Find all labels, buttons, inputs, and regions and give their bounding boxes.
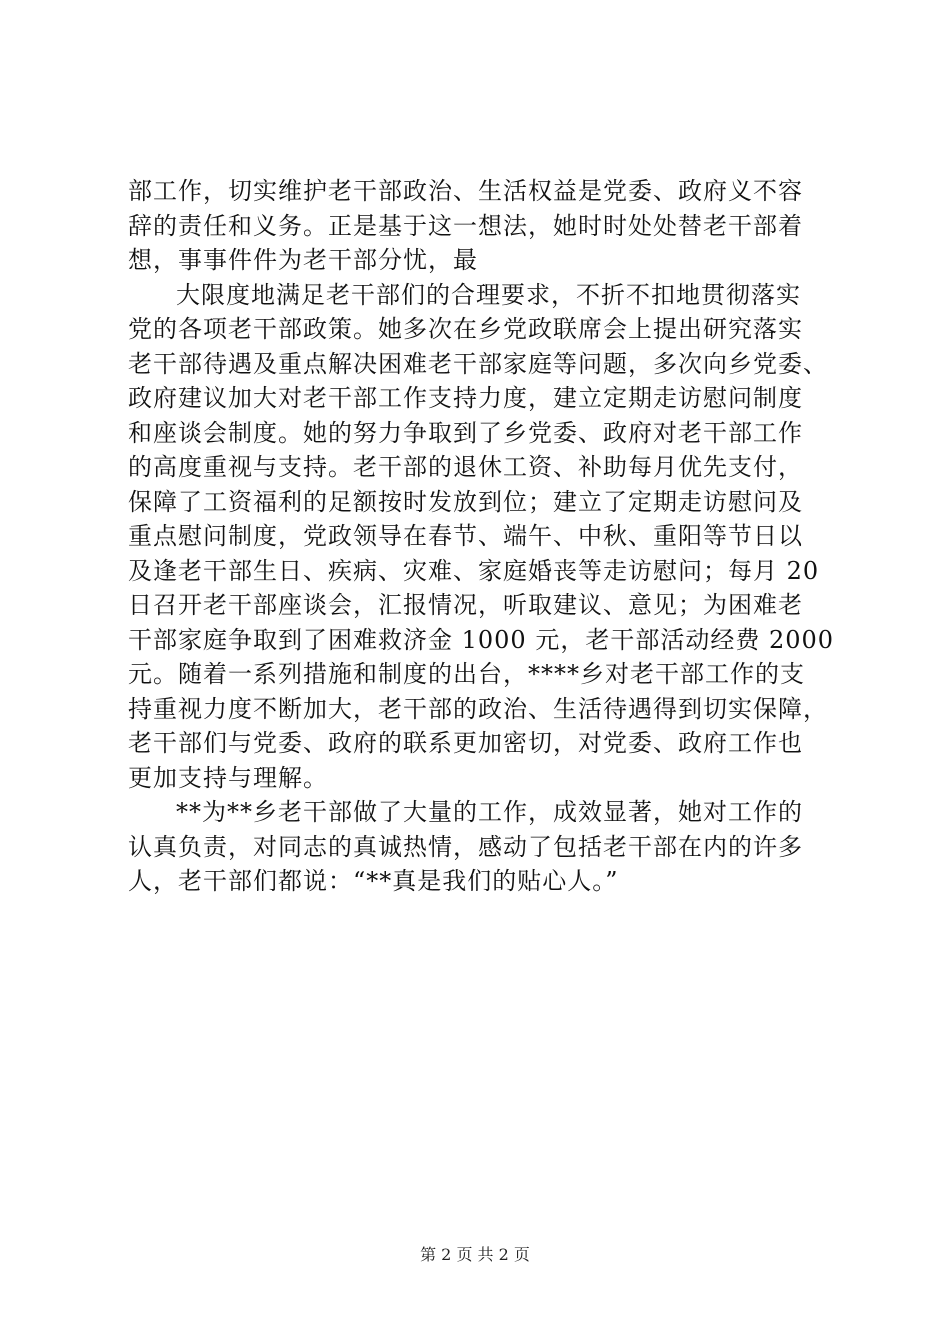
paragraph-2-line-10: 日召开老干部座谈会，汇报情况，听取建议、意见；为困难老 — [128, 591, 803, 619]
paragraph-2-line-4: 政府建议加大对老干部工作支持力度，建立定期走访慰问制度 — [128, 384, 803, 412]
paragraph-2-line-14: 老干部们与党委、政府的联系更加密切，对党委、政府工作也 — [128, 729, 803, 757]
page-footer — [0, 1244, 950, 1266]
paragraph-2-line-11: 干部家庭争取到了困难救济金 1000 元，老干部活动经费 2000 — [128, 625, 835, 654]
page-number-label: 第 2 页 共 2 页 — [420, 1245, 530, 1264]
paragraph-3-line-2: 认真负责，对同志的真诚热情，感动了包括老干部在内的许多 — [128, 832, 803, 861]
paragraph-3-line-3: 人，老干部们都说：“**真是我们的贴心人。” — [128, 867, 619, 895]
paragraph-2-line-5: 和座谈会制度。她的努力争取到了乡党委、政府对老干部工作 — [128, 418, 803, 447]
paragraph-2-line-2: 党的各项老干部政策。她多次在乡党政联席会上提出研究落实 — [128, 315, 803, 343]
paragraph-2-line-9: 及逢老干部生日、疾病、灾难、家庭婚丧等走访慰问；每月 20 — [128, 556, 820, 585]
paragraph-1-line-1: 部工作，切实维护老干部政治、生活权益是党委、政府义不容 — [128, 177, 803, 205]
paragraph-1-line-2: 辞的责任和义务。正是基于这一想法，她时时处处替老干部着 — [128, 211, 803, 240]
paragraph-2-line-3: 老干部待遇及重点解决困难老干部家庭等问题，多次向乡党委、 — [128, 349, 828, 378]
paragraph-3-line-1: **为**乡老干部做了大量的工作，成效显著，她对工作的 — [176, 798, 803, 826]
paragraph-2-line-8: 重点慰问制度，党政领导在春节、端午、中秋、重阳等节日以 — [128, 522, 803, 550]
paragraph-2-line-15: 更加支持与理解。 — [128, 763, 328, 792]
paragraph-2-line-13: 持重视力度不断加大，老干部的政治、生活待遇得到切实保障， — [128, 694, 828, 723]
paragraph-2-line-7: 保障了工资福利的足额按时发放到位；建立了定期走访慰问及 — [128, 487, 803, 516]
document-body — [128, 174, 835, 899]
paragraph-1-line-3: 想，事事件件为老干部分忧，最 — [128, 246, 478, 274]
paragraph-2-line-1: 大限度地满足老干部们的合理要求，不折不扣地贯彻落实 — [176, 280, 801, 309]
paragraph-2-line-12: 元。随着一系列措施和制度的出台，****乡对老干部工作的支 — [128, 660, 805, 688]
paragraph-2-line-6: 的高度重视与支持。老干部的退休工资、补助每月优先支付， — [128, 453, 803, 481]
